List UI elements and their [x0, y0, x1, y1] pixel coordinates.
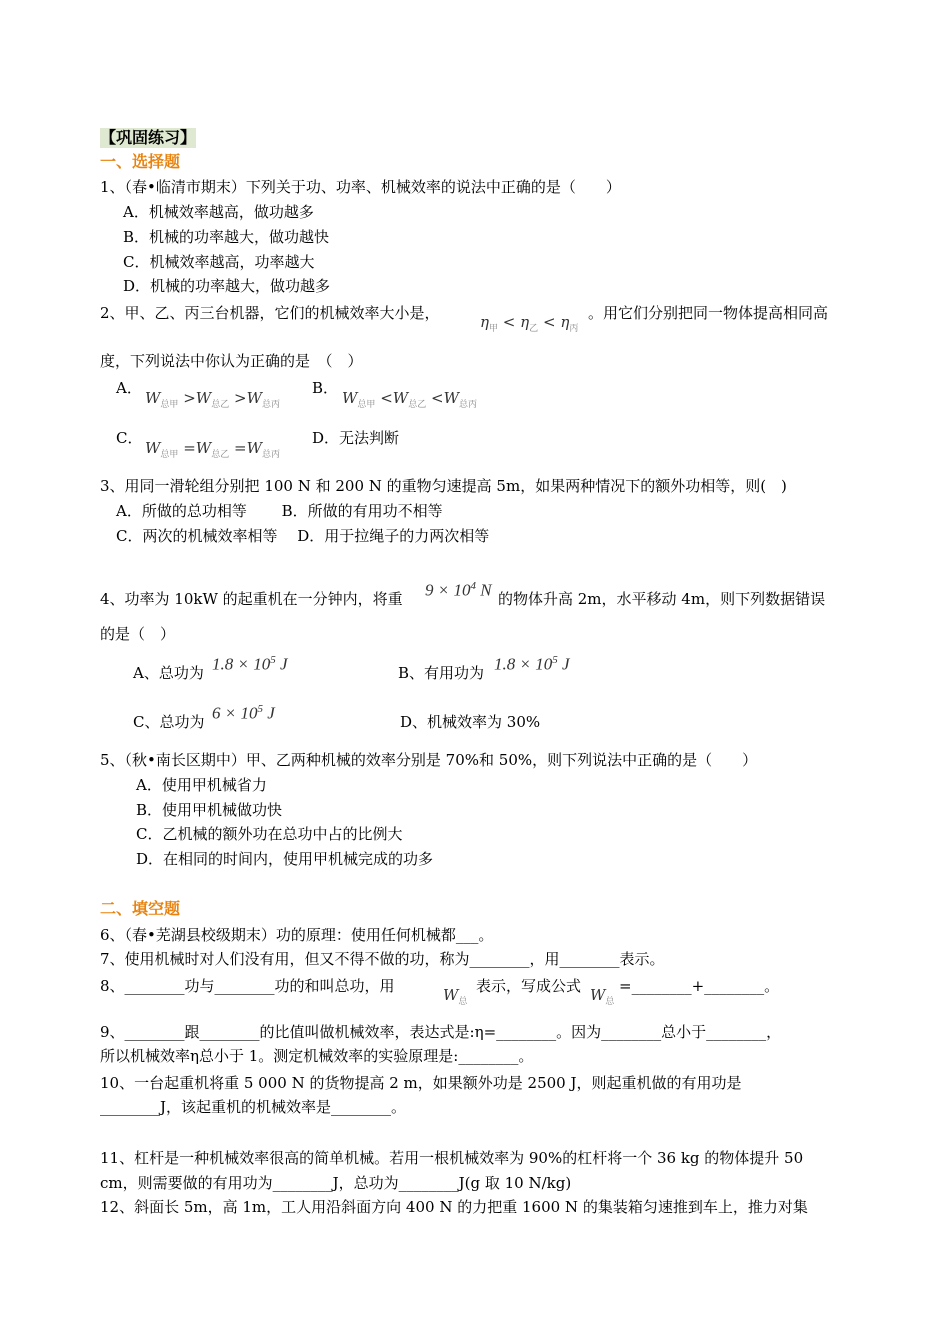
q3-options-row1: A．所做的总功相等 B．所做的有用功不相等 [116, 502, 443, 520]
q2-stem-c: 度，下列说法中你认为正确的是 （ ） [100, 352, 363, 370]
q11-line1: 11、杠杆是一种机械效率很高的简单机械。若用一根机械效率为 90%的杠杆将一个 36 kg 的物体提升 50 [100, 1149, 804, 1167]
q7: 7、使用机械时对人们没有用，但又不得不做的功，称为________，用________表示。 [100, 950, 665, 968]
q10-line2: ________J，该起重机的机械效率是________。 [100, 1098, 407, 1116]
q2-option-c-label: C． [116, 429, 143, 447]
q4-option-b-label: B、有用功为 [398, 664, 485, 682]
q2-option-a-label: A． [116, 379, 142, 397]
q11-line2: cm，则需要做的有用功为________J，总功为________J(g 取 10 N/kg) [100, 1174, 572, 1192]
q2-option-d: D．无法判断 [312, 429, 400, 447]
q1-option-a: A．机械效率越高，做功越多 [123, 203, 314, 221]
q5-option-d: D．在相同的时间内，使用甲机械完成的功多 [136, 850, 434, 868]
q4-weight: $9 \times 10^4$ N [425, 580, 492, 600]
q8-symbol-w2: $W_总$ [590, 986, 615, 1007]
q6: 6、（春•芜湖县校级期末）功的原理：使用任何机械都___。 [100, 926, 494, 944]
part1-title: 一、选择题 [100, 152, 181, 171]
q2-option-b-formula: $W_{总甲} <W_{总乙} <W_{总丙}$ [342, 389, 478, 410]
q3-options-row2: C．两次的机械效率相等 D．用于拉绳子的力两次相等 [116, 527, 490, 545]
q9-line2: 所以机械效率η总小于 1。测定机械效率的实验原理是:________。 [100, 1047, 534, 1065]
q5-stem: 5、（秋•南长区期中）甲、乙两种机械的效率分别是 70%和 50%，则下列说法中正确的是（ ） [100, 751, 758, 769]
q4-option-a-label: A、总功为 [133, 664, 204, 682]
q2-option-c-formula: $W_{总甲} =W_{总乙} =W_{总丙}$ [145, 439, 281, 460]
q8-part-a: 8、________功与________功的和叫总功，用 [100, 977, 395, 995]
q2-option-b-label: B． [312, 379, 339, 397]
q2-efficiency-formula: $\eta_甲 < \eta_乙 < \eta_丙$ [480, 313, 579, 334]
q4-option-a-value: $1.8 \times 10^5$ J [212, 654, 288, 674]
q8-part-b: 表示，写成公式 [476, 977, 582, 995]
q5-option-c: C．乙机械的额外功在总功中占的比例大 [136, 825, 403, 843]
q3-stem: 3、用同一滑轮组分别把 100 N 和 200 N 的重物匀速提高 5m，如果两种情况下的额外功相等，则( ) [100, 477, 787, 495]
q1-option-d: D．机械的功率越大，做功越多 [123, 277, 331, 295]
q1-stem: 1、（春•临清市期末）下列关于功、功率、机械效率的说法中正确的是（ ） [100, 178, 621, 196]
q5-option-a: A．使用甲机械省力 [136, 776, 267, 794]
q2-option-a-formula: $W_{总甲} >W_{总乙} >W_{总丙}$ [145, 389, 281, 410]
q1-option-b: B．机械的功率越大，做功越快 [123, 228, 330, 246]
q5-option-b: B．使用甲机械做功快 [136, 801, 283, 819]
section-label: 【巩固练习】 [100, 128, 197, 147]
q12-line1: 12、斜面长 5m，高 1m，工人用沿斜面方向 400 N 的力把重 1600 N 的集装箱匀速推到车上，推力对集 [100, 1198, 808, 1216]
part2-title: 二、填空题 [100, 899, 181, 918]
q8-symbol-w1: $W_总$ [443, 986, 468, 1007]
q4-option-c-value: $6 \times 10^5$ J [212, 703, 275, 723]
q8-part-c: =________+________。 [619, 977, 780, 995]
q1-option-c: C．机械效率越高，功率越大 [123, 253, 315, 271]
q10-line1: 10、一台起重机将重 5 000 N 的货物提高 2 m，如果额外功是 2500 J，则起重机做的有用功是 [100, 1074, 742, 1092]
q2-stem-b: 。用它们分别把同一物体提高相同高 [588, 304, 829, 322]
q9-line1: 9、________跟________的比值叫做机械效率，表达式是:η=________。因为________总小于________， [100, 1023, 782, 1041]
q4-option-b-value: $1.8 \times 10^5$ J [494, 654, 570, 674]
q4-option-d: D、机械效率为 30% [400, 713, 541, 731]
q4-stem-c: 的是（ ） [100, 625, 176, 643]
q2-stem-a: 2、甲、乙、丙三台机器，它们的机械效率大小是， [100, 304, 440, 322]
q4-option-c-label: C、总功为 [133, 713, 205, 731]
q4-stem-b: 的物体升高 2m，水平移动 4m，则下列数据错误 [498, 590, 826, 608]
q4-stem-a: 4、功率为 10kW 的起重机在一分钟内，将重 [100, 590, 403, 608]
